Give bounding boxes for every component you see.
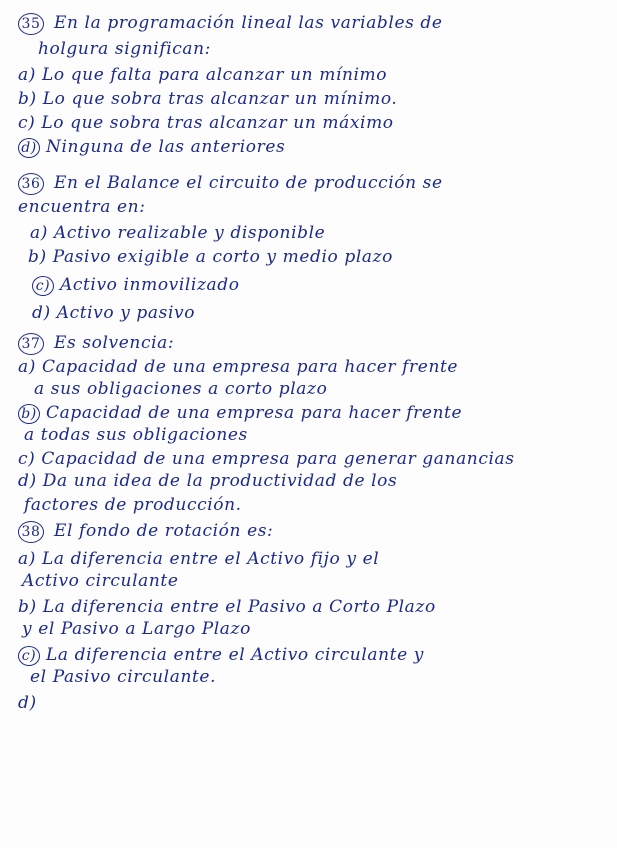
q37-option-b [18, 402, 593, 424]
q36-option-c-letter-circled: c) [32, 276, 54, 296]
question-38-text-1: El fondo de rotación es: [54, 521, 274, 541]
q37-option-a [18, 356, 593, 378]
q35-option-c-letter: c) [18, 113, 36, 133]
q38-option-a-letter: a) [18, 549, 36, 569]
q37-option-c-letter: c) [18, 449, 36, 469]
q38-option-a-text: La diferencia entre el Activo fijo y el [41, 549, 380, 569]
q37-option-b-cont: a todas sus obligaciones [24, 425, 248, 445]
q38-option-d [18, 692, 593, 714]
q35-option-a [18, 64, 593, 86]
q35-option-b [18, 88, 593, 110]
question-number-36: 36 [18, 173, 44, 195]
q38-option-a-cont: Activo circulante [22, 571, 179, 591]
q37-option-d-text: Da una idea de la productividad de los [42, 471, 398, 491]
question-37-line-1 [18, 332, 593, 355]
q35-option-b-text: Lo que sobra tras alcanzar un mínimo. [42, 89, 398, 109]
q35-option-a-letter: a) [18, 65, 36, 85]
q38-option-c [18, 644, 593, 666]
q37-option-c [18, 448, 593, 470]
question-35-line-1 [18, 12, 593, 35]
q36-option-c-text: Activo inmovilizado [60, 275, 240, 295]
q38-option-d-letter: d) [18, 693, 37, 713]
question-35-line-2: holgura significan: [38, 39, 212, 59]
q37-option-a-text: Capacidad de una empresa para hacer frente [41, 357, 459, 377]
q37-option-b-letter-circled: b) [18, 404, 40, 424]
question-38-line-1 [18, 520, 593, 543]
q38-option-c-cont: el Pasivo circulante. [30, 667, 217, 687]
q35-option-d-letter-circled: d) [18, 138, 40, 158]
question-35-text-1: En la programación lineal las variables de [54, 13, 443, 33]
q38-option-b-letter: b) [18, 597, 37, 617]
q36-option-d [32, 302, 593, 324]
q36-option-a-letter: a) [30, 223, 48, 243]
q35-option-a-text: Lo que falta para alcanzar un mínimo [41, 65, 388, 85]
q36-option-b [28, 246, 593, 268]
q36-option-c [32, 274, 593, 296]
q35-option-d [18, 136, 593, 158]
q35-option-d-text: Ninguna de las anteriores [46, 137, 286, 157]
question-number-35: 35 [18, 13, 44, 35]
q38-option-b-text: La diferencia entre el Pasivo a Corto Plazo [42, 597, 436, 617]
q37-option-a-cont: a sus obligaciones a corto plazo [34, 379, 328, 399]
q37-option-d-cont: factores de producción. [24, 495, 242, 515]
question-number-37: 37 [18, 333, 44, 355]
q36-option-b-letter: b) [28, 247, 47, 267]
q37-option-d [18, 470, 593, 492]
q38-option-a [18, 548, 593, 570]
q38-option-b-cont: y el Pasivo a Largo Plazo [22, 619, 251, 639]
q35-option-c [18, 112, 593, 134]
q36-option-d-letter: d) [32, 303, 51, 323]
question-37-text-1: Es solvencia: [54, 333, 175, 353]
q35-option-b-letter: b) [18, 89, 37, 109]
q36-option-b-text: Pasivo exigible a corto y medio plazo [52, 247, 394, 267]
question-36-line-1 [18, 172, 593, 195]
q38-option-b [18, 596, 593, 618]
q37-option-a-letter: a) [18, 357, 36, 377]
q38-option-c-letter-circled: c) [18, 646, 40, 666]
q35-option-c-text: Lo que sobra tras alcanzar un máximo [41, 113, 394, 133]
q36-option-a-text: Activo realizable y disponible [53, 223, 326, 243]
q36-option-d-text: Activo y pasivo [56, 303, 196, 323]
question-36-line-2: encuentra en: [18, 197, 146, 217]
q38-option-c-text: La diferencia entre el Activo circulante y [46, 645, 424, 665]
question-number-38: 38 [18, 521, 44, 543]
q36-option-a [30, 222, 593, 244]
q37-option-d-letter: d) [18, 471, 37, 491]
q37-option-b-text: Capacidad de una empresa para hacer frente [46, 403, 463, 423]
question-36-text-1: En el Balance el circuito de producción se [54, 173, 443, 193]
q37-option-c-text: Capacidad de una empresa para generar ganancias [41, 449, 515, 469]
